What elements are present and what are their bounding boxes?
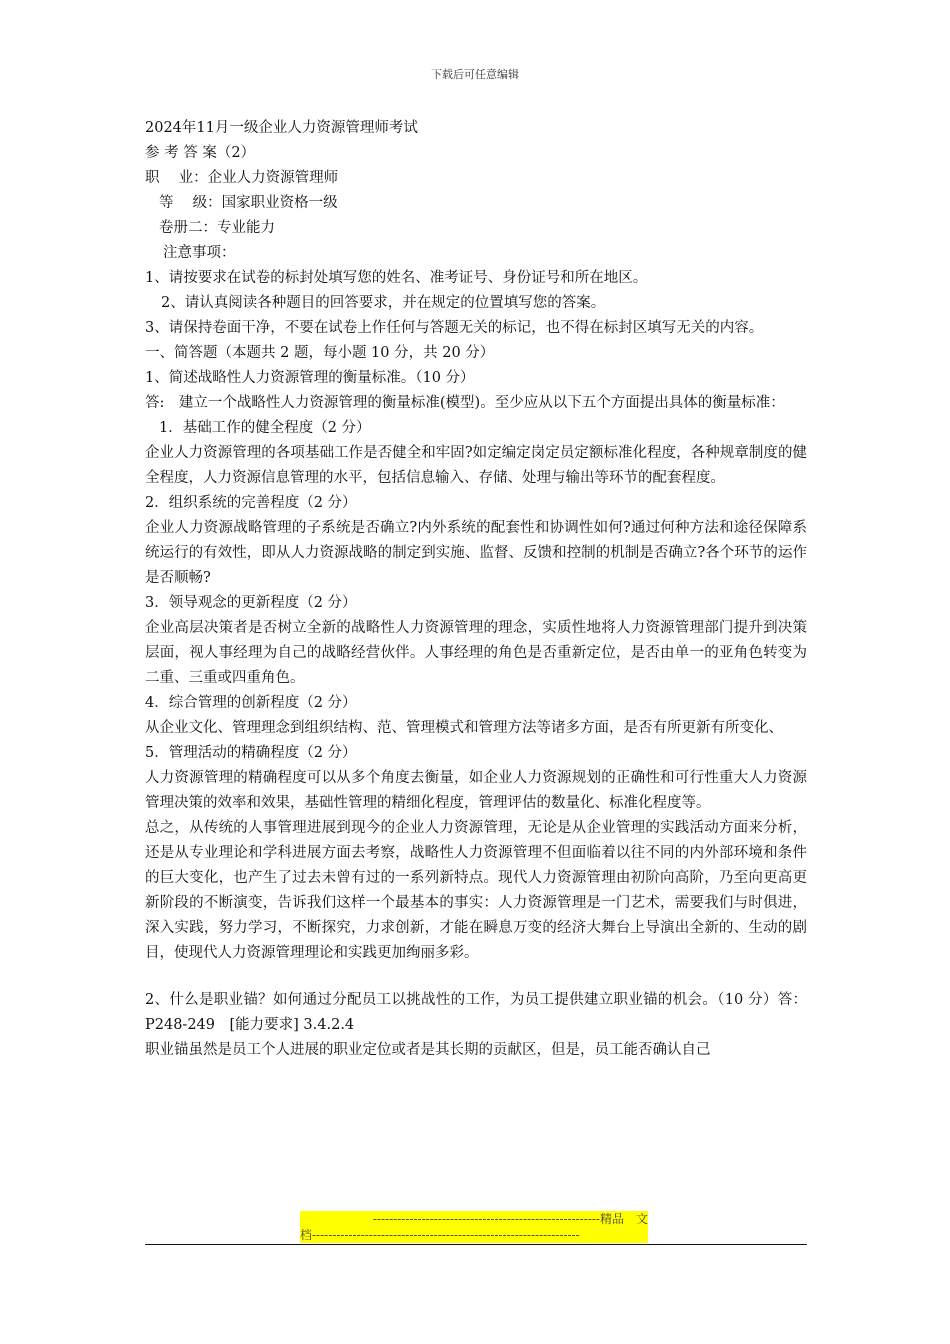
footer-watermark-band [300, 1211, 648, 1243]
point-5-body: 人力资源管理的精确程度可以从多个角度去衡量，如企业人力资源规划的正确性和可行性重大人力资源管理决策的效率和效果，基础性管理的精细化程度，管理评估的数量化、标准化程度等。 [145, 770, 807, 811]
notice-title: 注意事项： [163, 245, 236, 261]
point-3-heading: 3．领导观念的更新程度（2 分） [145, 595, 357, 611]
paragraph-gap [145, 966, 807, 988]
doc-title: 2024年11月一级企业人力资源管理师考试 [145, 120, 418, 136]
footer-line-2: 档------------------------------------------------------------------ [300, 1228, 580, 1242]
footer-line-1: --------------------------------------------------------精品 文 [372, 1212, 648, 1226]
point-2-body: 企业人力资源战略管理的子系统是否确立?内外系统的配套性和协调性如何?通过何种方法和途径保障系统运行的有效性，即从人力资源战略的制定到实施、监督、反馈和控制的机制是否确立?各个环节的运作是否顺畅? [145, 520, 807, 586]
point-4-body: 从企业文化、管理理念到组织结构、范、管理模式和管理方法等诸多方面，是否有所更新有所变化、 [145, 720, 783, 736]
doc-profession: 职 业：企业人力资源管理师 [145, 170, 339, 186]
point-3-body: 企业高层决策者是否树立全新的战略性人力资源管理的理念，实质性地将人力资源管理部门提升到决策层面，视人事经理为自己的战略经营伙伴。人事经理的角色是否重新定位，是否由单一的亚角色转变为二重、三重或四重角色。 [145, 620, 807, 686]
point-1-heading: 1．基础工作的健全程度（2 分） [159, 420, 371, 436]
point-4-heading: 4．综合管理的创新程度（2 分） [145, 695, 357, 711]
question-2: 2、什么是职业锚？如何通过分配员工以挑战性的工作，为员工提供建立职业锚的机会。（10 分）答：P248-249 [能力要求] 3.4.2.4 [145, 992, 807, 1033]
point-2-heading: 2．组织系统的完善程度（2 分） [145, 495, 357, 511]
notice-item-3: 3、请保持卷面干净，不要在试卷上作任何与答题无关的标记，也不得在标封区填写无关的内容。 [145, 320, 764, 336]
question-1: 1、简述战略性人力资源管理的衡量标准。（10 分） [145, 370, 475, 386]
document-body [145, 116, 807, 1063]
notice-item-2: 2、请认真阅读各种题目的回答要求，并在规定的位置填写您的答案。 [161, 295, 606, 311]
footer-divider [145, 1244, 807, 1245]
point-5-heading: 5．管理活动的精确程度（2 分） [145, 745, 357, 761]
notice-item-1: 1、请按要求在试卷的标封处填写您的姓名、准考证号、身份证号和所在地区。 [145, 270, 648, 286]
doc-volume: 卷册二：专业能力 [159, 220, 275, 236]
answer-2-start: 职业锚虽然是员工个人进展的职业定位或者是其长期的贡献区，但是，员工能否确认自己 [145, 1042, 711, 1058]
answer-1-summary: 总之，从传统的人事管理进展到现今的企业人力资源管理，无论是从企业管理的实践活动方面来分析，还是从专业理论和学科进展方面去考察，战略性人力资源管理不但面临着以往不同的内外部环境和条件的巨大变化，也产生了过去未曾有过的一系列新特点。现代人力资源管理由初阶向高阶，乃至向更高更新阶段的不断演变，告诉我们这样一个最基本的事实：人力资源管理是一门艺术，需要我们与时俱进，深入实践，努力学习，不断探究，力求创新，才能在瞬息万变的经济大舞台上导演出全新的、生动的剧目，使现代人力资源管理理论和实践更加绚丽多彩。 [145, 820, 807, 961]
point-1-body: 企业人力资源管理的各项基础工作是否健全和牢固?如定编定岗定员定额标准化程度，各种规章制度的健全程度，人力资源信息管理的水平，包括信息输入、存储、处理与输出等环节的配套程度。 [145, 445, 807, 486]
doc-subtitle: 参 考 答 案（2） [145, 145, 256, 161]
section-title: 一、简答题（本题共 2 题，每小题 10 分，共 20 分） [145, 345, 495, 361]
doc-level: 等 级：国家职业资格一级 [159, 195, 338, 211]
page-header-note: 下载后可任意编辑 [431, 68, 519, 81]
answer-1-intro: 答: 建立一个战略性人力资源管理的衡量标准(模型)。至少应从以下五个方面提出具体的衡量标准： [145, 395, 785, 411]
